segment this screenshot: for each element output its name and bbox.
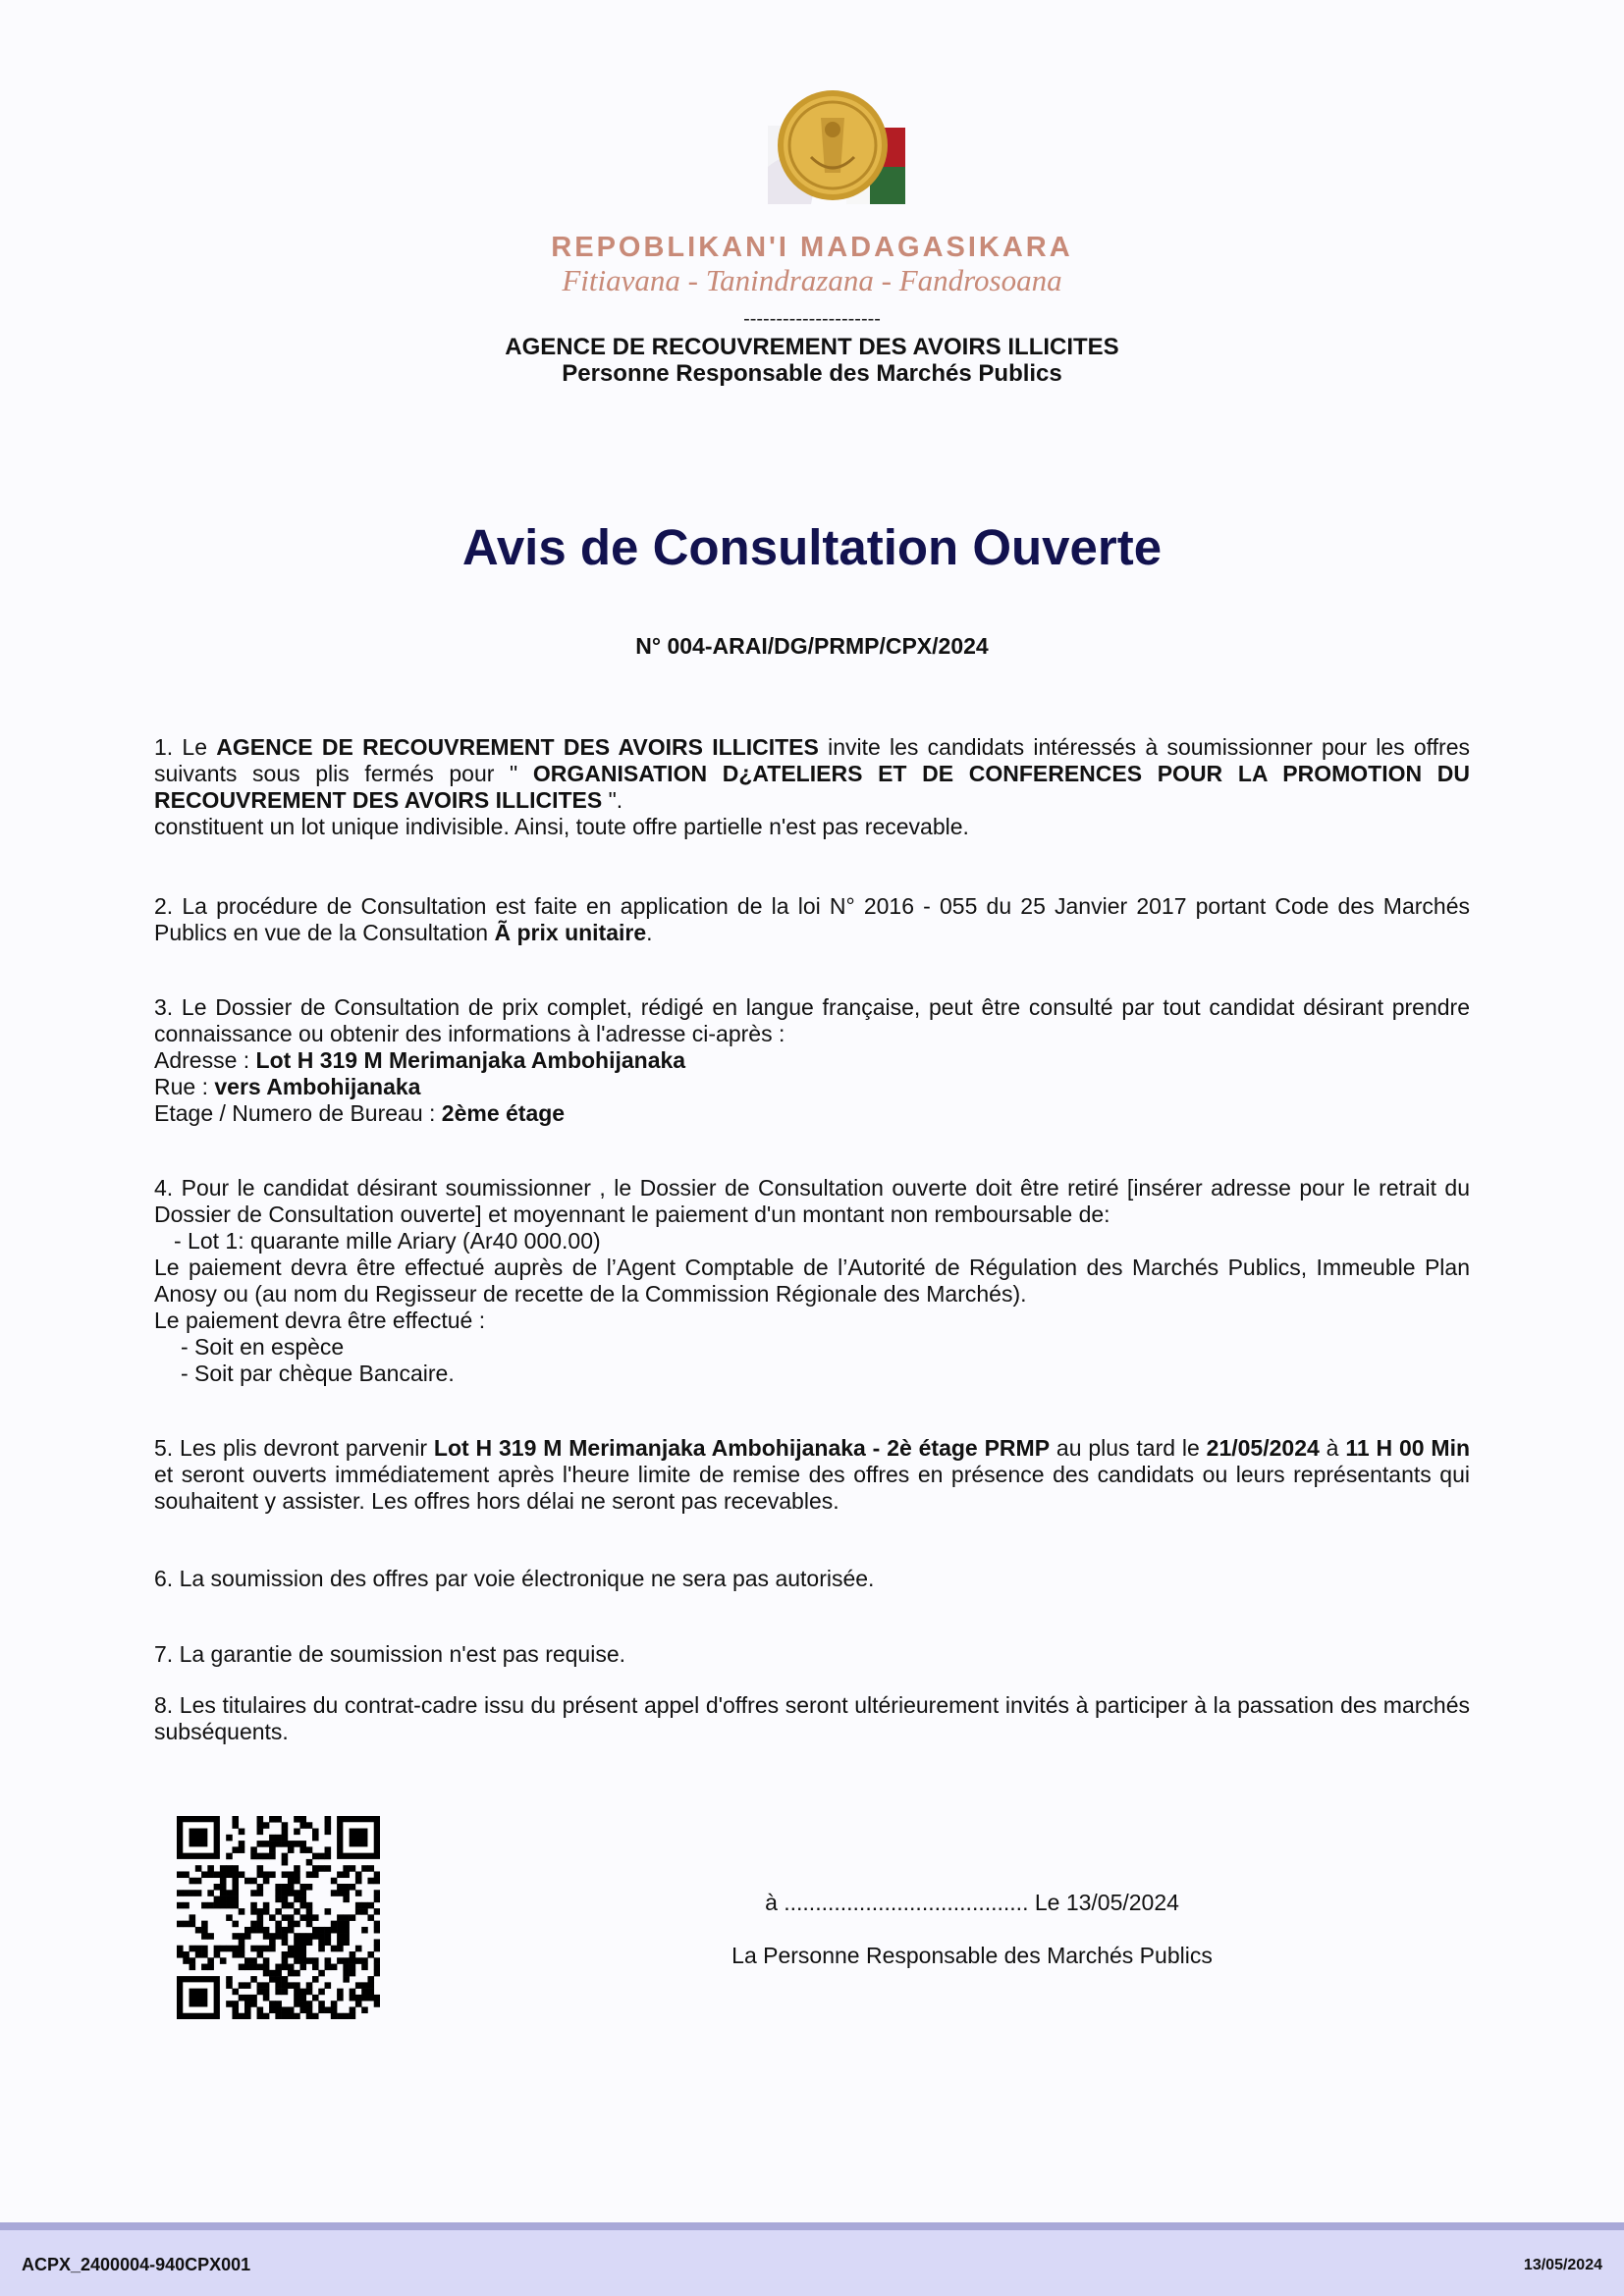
national-motto: Fitiavana - Tanindrazana - Fandrosoana	[562, 263, 1062, 297]
p4-text-b: Le paiement devra être effectué auprès de l’Agent Comptable de l’Autorité de Régulation des Marchés Publics, Immeuble Plan Anosy ou (au nom du Regisseur de recette de la Commission Régionale des Marchés).	[154, 1255, 1470, 1307]
agency-name: AGENCE DE RECOUVREMENT DES AVOIRS ILLICITES	[505, 334, 1119, 360]
p3-etage-value: 2ème étage	[441, 1100, 566, 1126]
p5-time: 11 H 00 Min	[1345, 1435, 1471, 1461]
p4-lot: - Lot 1: quarante mille Ariary (Ar40 000.00)	[174, 1228, 601, 1254]
p3-address-label: Adresse :	[154, 1047, 256, 1073]
paragraph-3	[154, 994, 1470, 1127]
signature-place-date: à ....................................... Le 13/05/2024	[765, 1890, 1179, 1915]
p3-etage-line	[154, 1100, 1470, 1127]
p3-rue-label: Rue :	[154, 1074, 215, 1099]
p3-rue-line	[154, 1074, 1470, 1100]
coat-of-arms-emblem	[762, 88, 907, 208]
p4-text-c: Le paiement devra être effectué :	[154, 1308, 486, 1333]
paragraph-1	[154, 734, 1470, 840]
p2-text-c: .	[646, 920, 653, 945]
p4-option-1: - Soit en espèce	[181, 1334, 345, 1360]
paragraph-4	[154, 1175, 1470, 1387]
p1-text-d: constituent un lot unique indivisible. Ainsi, toute offre partielle n'est pas recevable.	[154, 814, 969, 839]
signature-role: La Personne Responsable des Marchés Publics	[731, 1943, 1213, 1968]
p1-object: ORGANISATION D¿ATELIERS ET DE CONFERENCES POUR LA PROMOTION DU RECOUVREMENT DES AVOIRS ILLICITES	[154, 761, 1470, 813]
paragraph-6: 6. La soumission des offres par voie électronique ne sera pas autorisée.	[154, 1566, 875, 1591]
p1-text-b: invite les candidats intéressés à soumissionner pour les offres suivants sous plis fermés pour "	[154, 734, 1470, 786]
paragraph-7: 7. La garantie de soumission n'est pas requise.	[154, 1641, 626, 1667]
reference-number: N° 004-ARAI/DG/PRMP/CPX/2024	[635, 633, 989, 659]
footer-divider	[0, 2222, 1624, 2230]
qr-code	[177, 1816, 380, 2019]
p1-agency: AGENCE DE RECOUVREMENT DES AVOIRS ILLICITES	[216, 734, 819, 760]
paragraph-8: 8. Les titulaires du contrat-cadre issu du présent appel d'offres seront ultérieurement invités à participer à la passation des marchés subséquents.	[154, 1692, 1470, 1744]
republic-name: REPOBLIKAN'I MADAGASIKARA	[551, 232, 1073, 263]
footer-reference: ACPX_2400004-940CPX001	[22, 2255, 251, 2274]
p3-rue-value: vers Ambohijanaka	[214, 1074, 421, 1099]
p1-text-c: ".	[602, 787, 623, 813]
p5-place: Lot H 319 M Merimanjaka Ambohijanaka - 2è étage PRMP	[433, 1435, 1051, 1461]
p5-text-a: 5. Les plis devront parvenir	[154, 1435, 434, 1461]
p1-text-a: 1. Le	[154, 734, 217, 760]
p3-address-line	[154, 1047, 1470, 1074]
p5-text-c: à	[1319, 1435, 1346, 1461]
p5-text-d: et seront ouverts immédiatement après l'heure limite de remise des offres en présence des candidats ou leurs représentants qui souhaitent y assister. Les offres hors délai ne seront pas recevables.	[154, 1462, 1470, 1514]
p3-text-a: 3. Le Dossier de Consultation de prix complet, rédigé en langue française, peut être consulté par tout candidat désirant prendre connaissance ou obtenir des informations à l'adresse ci-après :	[154, 994, 1470, 1046]
header-separator: ---------------------	[743, 308, 881, 330]
p5-date: 21/05/2024	[1206, 1435, 1320, 1461]
page-title: Avis de Consultation Ouverte	[461, 519, 1163, 575]
p4-option-2: - Soit par chèque Bancaire.	[181, 1361, 455, 1386]
p2-text-a: 2. La procédure de Consultation est faite en application de la loi N° 2016 - 055 du 25 Janvier 2017 portant Code des Marchés Publics en vue de la Consultation	[154, 893, 1470, 945]
paragraph-5	[154, 1435, 1470, 1515]
p2-bold: Ã prix unitaire	[494, 920, 647, 945]
p5-text-b: au plus tard le	[1050, 1435, 1207, 1461]
footer-date: 13/05/2024	[1523, 2257, 1602, 2273]
p3-etage-label: Etage / Numero de Bureau :	[154, 1100, 442, 1126]
prmp-subtitle: Personne Responsable des Marchés Publics	[562, 360, 1062, 387]
paragraph-2	[154, 893, 1470, 946]
p4-text-a: 4. Pour le candidat désirant soumissionner , le Dossier de Consultation ouverte doit être retiré [insérer adresse pour le retrait du Dossier de Consultation ouverte] et moyennant le paiement d'un montant non remboursable de:	[154, 1175, 1470, 1227]
p3-address-value: Lot H 319 M Merimanjaka Ambohijanaka	[255, 1047, 686, 1073]
